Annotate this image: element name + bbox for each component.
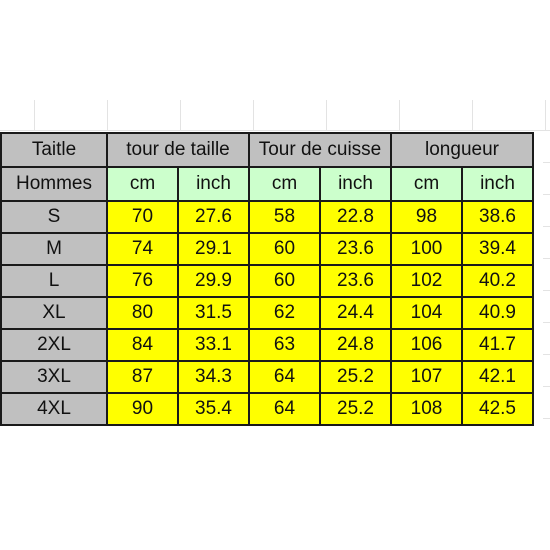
value-cell: 22.8: [320, 201, 391, 233]
header-group-thigh: Tour de cuisse: [249, 133, 391, 167]
value-cell: 25.2: [320, 393, 391, 425]
value-cell: 63: [249, 329, 320, 361]
table-row: [1, 361, 533, 393]
spreadsheet-gridlines: [0, 100, 550, 131]
table-row: [1, 297, 533, 329]
value-cell: 74: [107, 233, 178, 265]
value-cell: 27.6: [178, 201, 249, 233]
table-units-row: [1, 167, 533, 201]
unit-cell: inch: [320, 167, 391, 201]
value-cell: 84: [107, 329, 178, 361]
size-cell: S: [1, 201, 107, 233]
spreadsheet-gridlines-right: [543, 130, 550, 422]
value-cell: 41.7: [462, 329, 533, 361]
value-cell: 39.4: [462, 233, 533, 265]
value-cell: 42.1: [462, 361, 533, 393]
value-cell: 104: [391, 297, 462, 329]
size-cell: 3XL: [1, 361, 107, 393]
table-row: [1, 265, 533, 297]
value-cell: 38.6: [462, 201, 533, 233]
value-cell: 60: [249, 265, 320, 297]
size-cell: XL: [1, 297, 107, 329]
value-cell: 64: [249, 393, 320, 425]
value-cell: 58: [249, 201, 320, 233]
unit-cell: inch: [462, 167, 533, 201]
value-cell: 87: [107, 361, 178, 393]
size-cell: 2XL: [1, 329, 107, 361]
unit-cell: cm: [249, 167, 320, 201]
value-cell: 70: [107, 201, 178, 233]
table-header-row: [1, 133, 533, 167]
header-label-cell: Taitle: [1, 133, 107, 167]
value-cell: 23.6: [320, 233, 391, 265]
value-cell: 40.2: [462, 265, 533, 297]
size-cell: M: [1, 233, 107, 265]
value-cell: 76: [107, 265, 178, 297]
value-cell: 90: [107, 393, 178, 425]
value-cell: 40.9: [462, 297, 533, 329]
value-cell: 106: [391, 329, 462, 361]
value-cell: 60: [249, 233, 320, 265]
value-cell: 23.6: [320, 265, 391, 297]
units-label-cell: Hommes: [1, 167, 107, 201]
value-cell: 107: [391, 361, 462, 393]
value-cell: 35.4: [178, 393, 249, 425]
size-chart-table: [0, 132, 534, 426]
unit-cell: inch: [178, 167, 249, 201]
table-row: [1, 233, 533, 265]
value-cell: 80: [107, 297, 178, 329]
value-cell: 108: [391, 393, 462, 425]
table-row: [1, 329, 533, 361]
header-group-length: longueur: [391, 133, 533, 167]
value-cell: 34.3: [178, 361, 249, 393]
value-cell: 64: [249, 361, 320, 393]
value-cell: 102: [391, 265, 462, 297]
value-cell: 25.2: [320, 361, 391, 393]
table-row: [1, 201, 533, 233]
value-cell: 31.5: [178, 297, 249, 329]
size-cell: 4XL: [1, 393, 107, 425]
value-cell: 42.5: [462, 393, 533, 425]
value-cell: 29.1: [178, 233, 249, 265]
value-cell: 98: [391, 201, 462, 233]
header-group-waist: tour de taille: [107, 133, 249, 167]
size-cell: L: [1, 265, 107, 297]
value-cell: 33.1: [178, 329, 249, 361]
value-cell: 100: [391, 233, 462, 265]
unit-cell: cm: [391, 167, 462, 201]
table-row: [1, 393, 533, 425]
value-cell: 29.9: [178, 265, 249, 297]
unit-cell: cm: [107, 167, 178, 201]
value-cell: 24.4: [320, 297, 391, 329]
value-cell: 24.8: [320, 329, 391, 361]
value-cell: 62: [249, 297, 320, 329]
